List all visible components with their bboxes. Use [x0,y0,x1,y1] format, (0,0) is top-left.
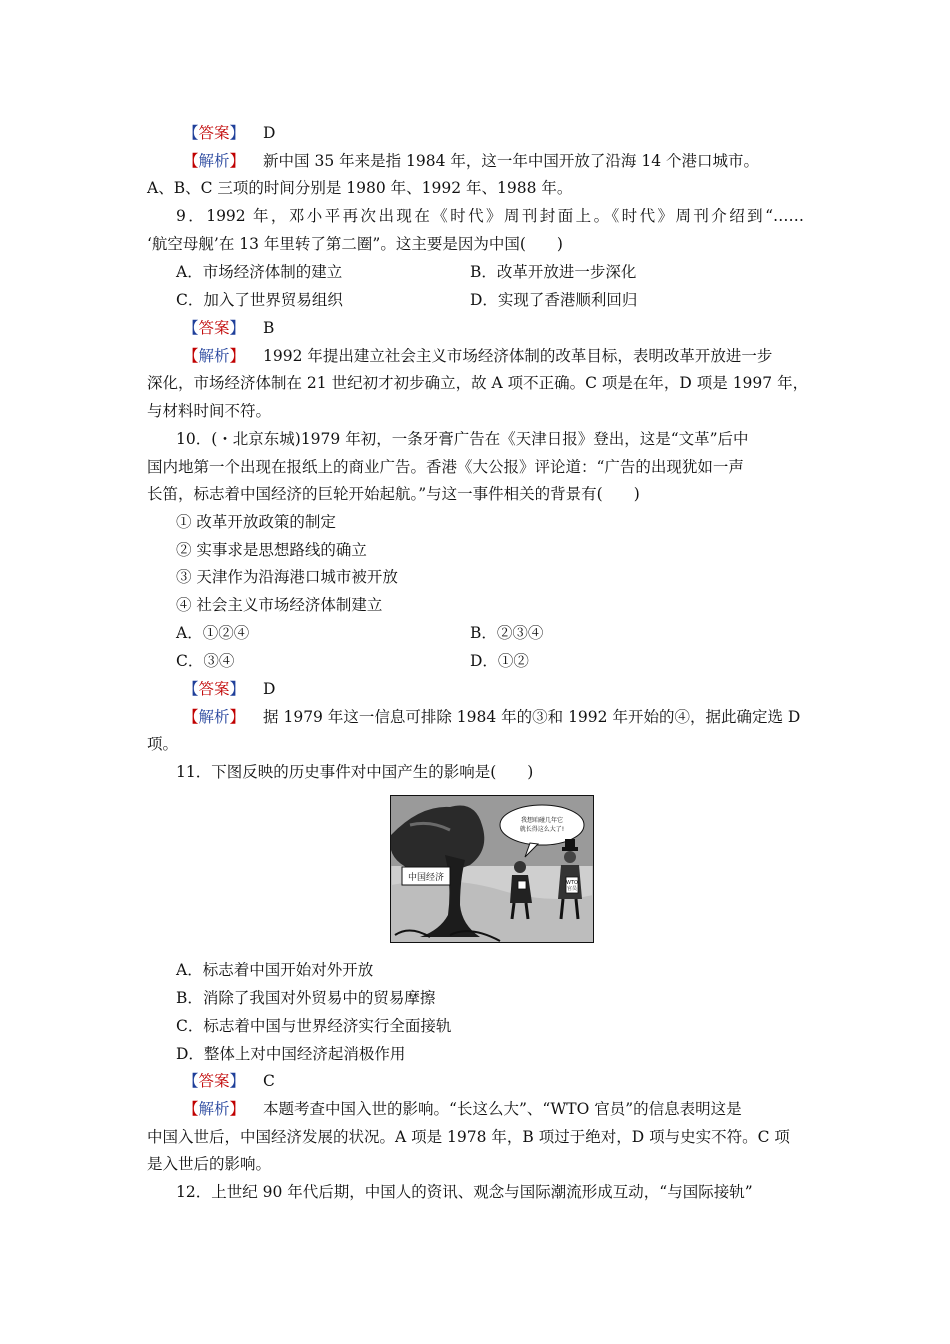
q10-option-b: B．②③④ [470,624,544,642]
q11-option-a: A．标志着中国开始对外开放 [176,961,374,979]
cartoon-image [390,795,594,943]
q10-option-a: A．①②④ [176,624,250,642]
cartoon-badge-text: WTO [566,880,578,886]
q9-analysis [183,346,772,366]
answer-value: D [263,124,276,142]
q11-answer [183,1071,275,1091]
q9-analysis-cont: 深化，市场经济体制在 21 世纪初才初步确立，故 A 项不正确。C 项是在年，D 项是 1997 年， [147,374,809,392]
q9-answer [183,318,274,338]
q10-item-3: ③ 天津作为沿海港口城市被开放 [176,568,398,586]
analysis-tag: 【解析】 [183,1100,246,1118]
q10-analysis [183,707,800,727]
q11-stem: 11．下图反映的历史事件对中国产生的影响是( ) [176,763,534,781]
q8-analysis [183,151,759,171]
q11-analysis-cont2: 是入世后的影响。 [147,1155,272,1173]
analysis-text: 新中国 35 年来是指 1984 年，这一年中国开放了沿海 14 个港口城市。 [263,152,760,170]
q11-analysis [183,1099,742,1119]
svg-text:就长得这么大了!: 就长得这么大了! [519,826,565,833]
answer-tag: 【答案】 [183,319,246,337]
analysis-text: 本题考查中国入世的影响。“长这么大”、“WTO 官员”的信息表明这是 [263,1100,742,1118]
q10-item-2: ② 实事求是思想路线的确立 [176,541,367,559]
answer-tag: 【答案】 [183,124,246,142]
q10-option-c: C．③④ [176,652,235,670]
q9-analysis-cont2: 与材料时间不符。 [147,402,272,420]
q11-option-b: B．消除了我国对外贸易中的贸易摩擦 [176,989,436,1007]
q12-stem: 12．上世纪 90 年代后期，中国人的资讯、观念与国际潮流形成互动，“与国际接轨” [176,1183,753,1201]
q10-stem: 10．(・北京东城)1979 年初，一条牙膏广告在《天津日报》登出，这是“文革”后中 [176,430,749,448]
q9-option-a: A．市场经济体制的建立 [176,263,343,281]
q8-answer [183,123,275,143]
q10-item-1: ① 改革开放政策的制定 [176,513,336,531]
q11-cartoon [390,795,594,943]
answer-value: D [263,680,276,698]
analysis-tag: 【解析】 [183,152,246,170]
analysis-text: 1992 年提出建立社会主义市场经济体制的改革目标，表明改革开放进一步 [263,347,773,365]
q9-option-d: D．实现了香港顺利回归 [470,291,638,309]
cartoon-bubble-text: 我想咱碰几年它 [520,817,564,824]
q10-option-d: D．①② [470,652,529,670]
q11-option-c: C．标志着中国与世界经济实行全面接轨 [176,1017,452,1035]
q10-stem-cont2: 长笛，标志着中国经济的巨轮开始起航。”与这一事件相关的背景有( ) [147,485,640,503]
answer-tag: 【答案】 [183,680,246,698]
analysis-tag: 【解析】 [183,708,246,726]
answer-tag: 【答案】 [183,1072,246,1090]
q10-answer [183,679,275,699]
analysis-text: 据 1979 年这一信息可排除 1984 年的③和 1992 年开始的④，据此确定选 D [263,708,801,726]
q10-item-4: ④ 社会主义市场经济体制建立 [176,596,383,614]
q10-stem-cont: 国内地第一个出现在报纸上的商业广告。香港《大公报》评论道：“广告的出现犹如一声 [147,458,744,476]
svg-text:官员: 官员 [566,886,578,892]
q9-option-b: B．改革开放进一步深化 [470,263,637,281]
q11-analysis-cont: 中国入世后，中国经济发展的状况。A 项是 1978 年，B 项过于绝对，D 项与史实不符。C 项 [147,1128,790,1146]
q9-stem: 9．1992 年，邓小平再次出现在《时代》周刊封面上。《时代》周刊介绍到“…… [176,207,804,225]
q11-option-d: D．整体上对中国经济起消极作用 [176,1045,406,1063]
answer-value: C [263,1072,275,1090]
cartoon-tree-label: 中国经济 [407,873,445,883]
answer-value: B [263,319,275,337]
q9-option-c: C．加入了世界贸易组织 [176,291,343,309]
q8-analysis-cont: A、B、C 三项的时间分别是 1980 年、1992 年、1988 年。 [147,179,573,197]
analysis-tag: 【解析】 [183,347,246,365]
q9-stem-cont: ‘航空母舰’在 13 年里转了第二圈”。这主要是因为中国( ) [147,235,563,253]
q10-analysis-cont: 项。 [147,735,179,753]
